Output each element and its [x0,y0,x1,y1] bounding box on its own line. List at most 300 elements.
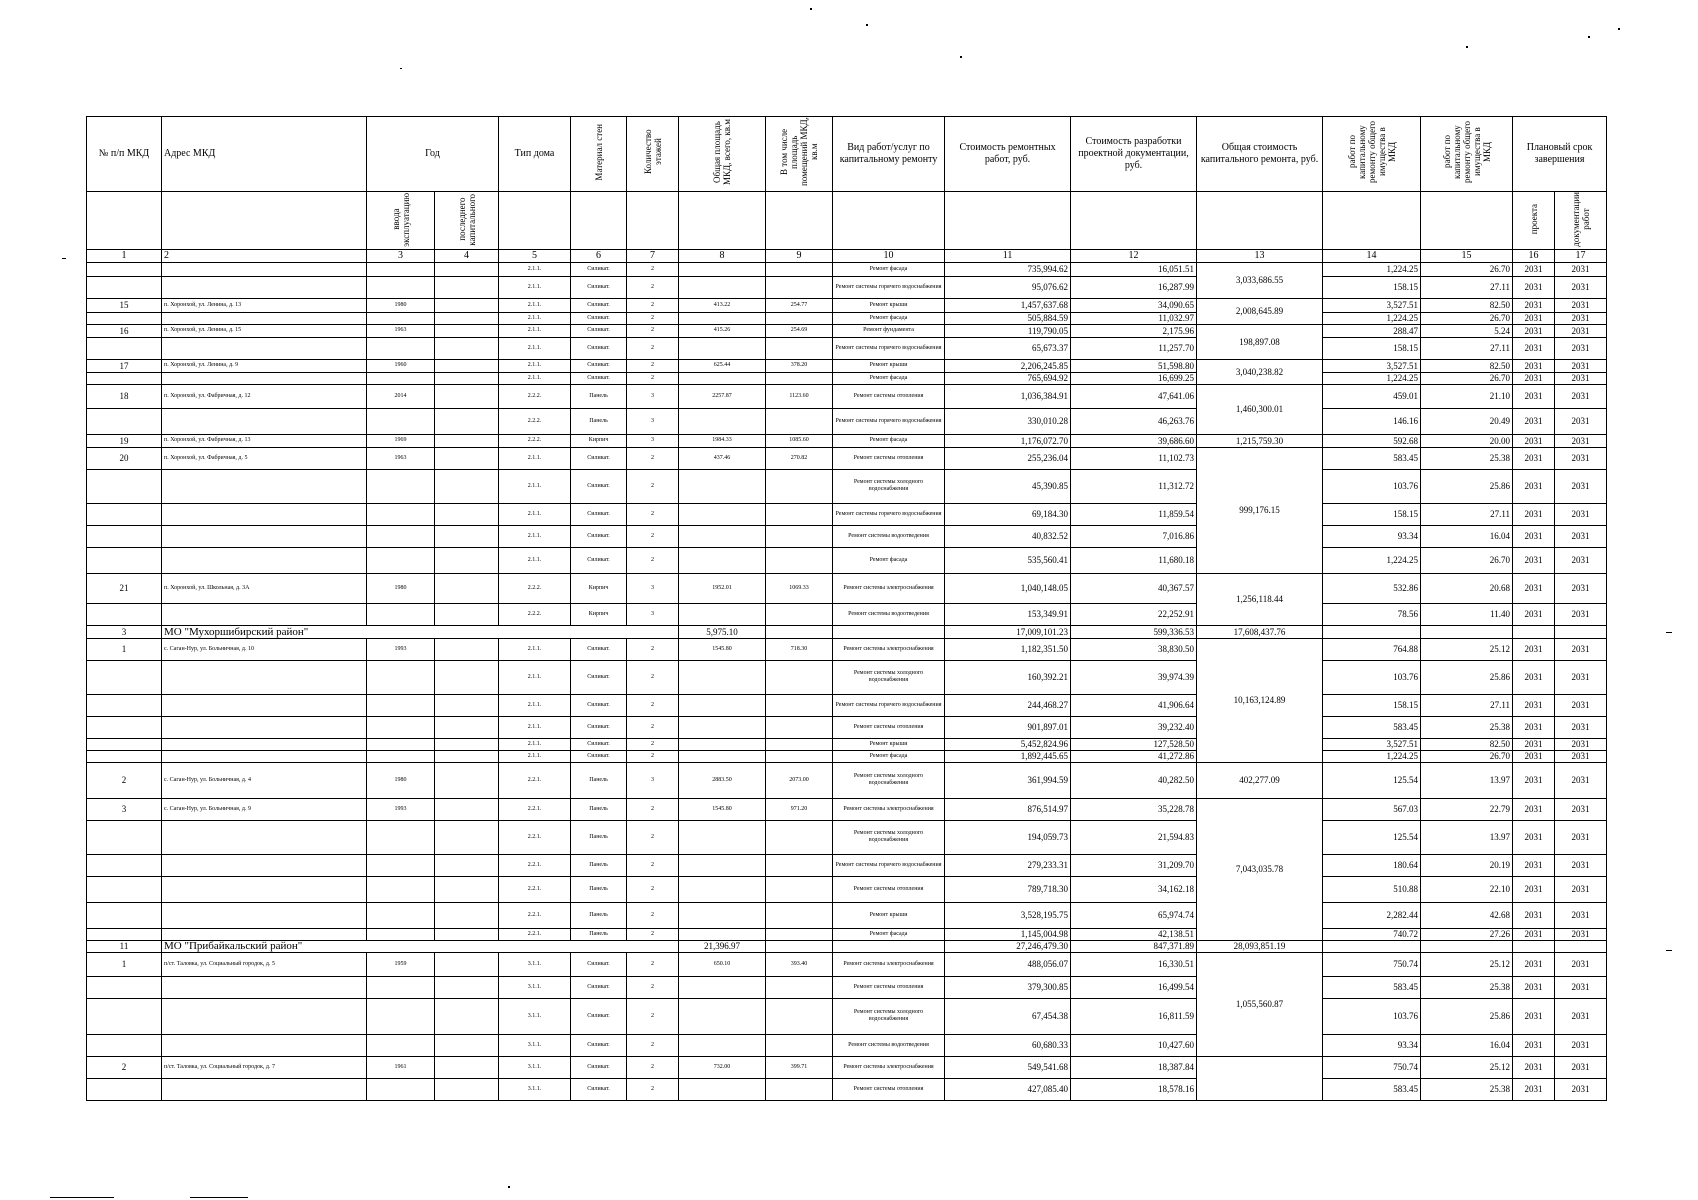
row-address: с. Саган-Нур, ул. Больничная, д. 10 [162,638,367,660]
row-last-repair-year [435,469,499,503]
row-design-deadline: 2031 [1513,434,1555,447]
table-row [87,525,1607,547]
row-works-deadline: 2031 [1555,820,1607,854]
table-row [87,1078,1607,1100]
row-unit-design-cost: 5.24 [1421,324,1513,337]
row-floors: 2 [627,547,679,573]
row-wall-material: Силикат. [571,998,627,1034]
row-unit-repair-cost: 180.64 [1323,854,1421,876]
row-commission-year: 1963 [367,447,435,469]
row-work-type: Ремонт системы отопления [833,716,945,738]
row-address [162,603,367,625]
row-house-type: 2.1.1. [499,660,571,694]
row-number [87,372,162,384]
row-works-deadline: 2031 [1555,952,1607,976]
header-deadline: Плановый срок завершения [1513,117,1607,192]
municipality-repair-cost: 17,009,101.23 [945,625,1071,638]
row-commission-year [367,876,435,902]
row-works-deadline: 2031 [1555,337,1607,359]
table-row [87,854,1607,876]
row-work-type: Ремонт системы электроснабжения [833,798,945,820]
row-house-type: 2.1.1. [499,324,571,337]
row-total-cost: 2,008,645.89 [1197,298,1323,324]
row-last-repair-year [435,573,499,603]
row-wall-material: Силикат. [571,372,627,384]
row-works-deadline: 2031 [1555,384,1607,408]
subheader-empty [162,192,367,250]
row-last-repair-year [435,1056,499,1078]
row-unit-repair-cost: 125.54 [1323,820,1421,854]
row-work-type: Ремонт системы горячего водоснабжения [833,408,945,434]
row-repair-cost: 255,236.04 [945,447,1071,469]
row-total-area [679,902,766,928]
scan-speck [810,8,812,10]
row-wall-material: Силикат. [571,716,627,738]
row-address [162,408,367,434]
row-premises-area [766,660,833,694]
municipality-number: 3 [87,625,162,638]
row-address: п. Хоронхой, ул. Ленина, д. 15 [162,324,367,337]
row-number [87,820,162,854]
row-wall-material: Кирпич [571,434,627,447]
subheader-empty [499,192,571,250]
row-number [87,525,162,547]
row-floors: 3 [627,384,679,408]
municipality-name: МО "Мухоршибирский район" [162,625,679,638]
row-last-repair-year [435,902,499,928]
row-last-repair-year [435,638,499,660]
row-repair-cost: 279,233.31 [945,854,1071,876]
row-premises-area [766,372,833,384]
row-total-area [679,503,766,525]
column-number-cell: 8 [679,249,766,262]
table-row [87,976,1607,998]
row-design-cost: 16,287.99 [1071,276,1197,298]
row-last-repair-year [435,359,499,372]
row-address [162,716,367,738]
table-row [87,298,1607,312]
row-design-cost: 10,427.60 [1071,1034,1197,1056]
row-house-type: 2.1.1. [499,525,571,547]
row-repair-cost: 1,145,004.98 [945,928,1071,940]
row-wall-material: Силикат. [571,447,627,469]
row-address [162,262,367,276]
row-repair-cost: 379,300.85 [945,976,1071,998]
row-premises-area: 378.20 [766,359,833,372]
table-row [87,447,1607,469]
row-design-deadline: 2031 [1513,547,1555,573]
row-repair-cost: 45,390.85 [945,469,1071,503]
header-wall-material: Материал стен [571,117,627,192]
row-address [162,547,367,573]
scan-speck [1666,632,1672,633]
row-floors: 2 [627,928,679,940]
row-unit-design-cost: 82.50 [1421,359,1513,372]
row-number: 1 [87,952,162,976]
subheader-empty [1071,192,1197,250]
column-number-row [87,249,1607,262]
row-commission-year [367,1078,435,1100]
row-house-type: 2.2.2. [499,384,571,408]
row-work-type: Ремонт фасада [833,312,945,324]
row-premises-area [766,276,833,298]
row-premises-area [766,694,833,716]
row-number [87,998,162,1034]
row-premises-area [766,469,833,503]
row-design-cost: 46,263.76 [1071,408,1197,434]
repair-schedule-table-wrapper [86,116,1606,1101]
row-last-repair-year [435,408,499,434]
row-total-area: 625.44 [679,359,766,372]
row-premises-area [766,503,833,525]
row-total-area [679,312,766,324]
row-unit-design-cost: 82.50 [1421,738,1513,750]
row-premises-area: 393.40 [766,952,833,976]
row-design-deadline: 2031 [1513,525,1555,547]
row-commission-year [367,854,435,876]
row-last-repair-year [435,750,499,762]
row-address [162,1034,367,1056]
row-wall-material: Силикат. [571,1034,627,1056]
row-wall-material: Силикат. [571,469,627,503]
row-house-type: 2.1.1. [499,276,571,298]
row-works-deadline: 2031 [1555,324,1607,337]
row-address: п. Хоронхой, ул. Ленина, д. 13 [162,298,367,312]
row-design-deadline: 2031 [1513,359,1555,372]
row-premises-area [766,408,833,434]
row-total-cost: 7,043,035.78 [1197,798,1323,940]
row-premises-area [766,928,833,940]
row-wall-material: Силикат. [571,276,627,298]
header-design-cost: Стоимость разработки проектной документации, руб. [1071,117,1197,192]
row-floors: 3 [627,434,679,447]
row-wall-material: Силикат. [571,324,627,337]
row-design-deadline: 2031 [1513,372,1555,384]
row-wall-material: Силикат. [571,359,627,372]
row-number: 21 [87,573,162,603]
row-design-deadline: 2031 [1513,573,1555,603]
row-number: 16 [87,324,162,337]
row-design-cost: 39,232.40 [1071,716,1197,738]
empty-cell [833,625,945,638]
row-wall-material: Панель [571,902,627,928]
row-unit-design-cost: 27.11 [1421,694,1513,716]
row-premises-area: 971.20 [766,798,833,820]
row-unit-repair-cost: 532.86 [1323,573,1421,603]
row-works-deadline: 2031 [1555,854,1607,876]
row-premises-area [766,525,833,547]
row-unit-design-cost: 26.70 [1421,750,1513,762]
row-design-cost: 11,859.54 [1071,503,1197,525]
row-floors: 2 [627,952,679,976]
row-number: 18 [87,384,162,408]
row-design-cost: 51,598.80 [1071,359,1197,372]
row-works-deadline: 2031 [1555,469,1607,503]
row-wall-material: Силикат. [571,547,627,573]
row-house-type: 2.1.1. [499,337,571,359]
header-work-type: Вид работ/услуг по капитальному ремонту [833,117,945,192]
row-repair-cost: 5,452,824.96 [945,738,1071,750]
row-unit-design-cost: 25.38 [1421,976,1513,998]
row-repair-cost: 69,184.30 [945,503,1071,525]
row-floors: 2 [627,372,679,384]
row-premises-area [766,716,833,738]
row-unit-design-cost: 13.97 [1421,762,1513,798]
row-commission-year: 1961 [367,1056,435,1078]
header-house-type: Тип дома [499,117,571,192]
row-house-type: 2.1.1. [499,503,571,525]
row-work-type: Ремонт системы отопления [833,976,945,998]
subheader-row [87,192,1607,250]
row-address [162,372,367,384]
row-number [87,337,162,359]
row-house-type: 2.1.1. [499,372,571,384]
row-floors: 2 [627,750,679,762]
row-last-repair-year [435,603,499,625]
row-design-cost: 21,594.83 [1071,820,1197,854]
row-commission-year: 1980 [367,298,435,312]
row-design-deadline: 2031 [1513,298,1555,312]
table-row [87,312,1607,324]
row-work-type: Ремонт системы водоотведения [833,603,945,625]
row-floors: 2 [627,447,679,469]
row-floors: 2 [627,694,679,716]
row-total-cost: 1,055,560.87 [1197,952,1323,1056]
row-works-deadline: 2031 [1555,762,1607,798]
row-work-type: Ремонт фасада [833,928,945,940]
row-repair-cost: 40,832.52 [945,525,1071,547]
column-number-cell: 16 [1513,249,1555,262]
row-design-deadline: 2031 [1513,716,1555,738]
row-total-cost: 402,277.09 [1197,762,1323,798]
row-house-type: 3.1.1. [499,952,571,976]
row-total-area [679,408,766,434]
table-row [87,750,1607,762]
row-works-deadline: 2031 [1555,660,1607,694]
row-wall-material: Силикат. [571,503,627,525]
row-design-deadline: 2031 [1513,762,1555,798]
row-commission-year [367,503,435,525]
row-work-type: Ремонт системы электроснабжения [833,638,945,660]
row-repair-cost: 549,541.68 [945,1056,1071,1078]
row-work-type: Ремонт системы холодного водоснабжения [833,469,945,503]
subheader-works-deadline: документации работ [1555,192,1607,250]
scan-speck [1588,36,1590,38]
row-commission-year: 1969 [367,434,435,447]
row-repair-cost: 1,040,148.05 [945,573,1071,603]
row-premises-area: 1085.60 [766,434,833,447]
table-row [87,573,1607,603]
row-work-type: Ремонт фасада [833,372,945,384]
row-repair-cost: 119,790.05 [945,324,1071,337]
subheader-empty [571,192,627,250]
row-address: п. Хоронхой, ул. Ленина, д. 9 [162,359,367,372]
row-number: 20 [87,447,162,469]
row-commission-year [367,998,435,1034]
row-commission-year [367,738,435,750]
row-unit-repair-cost: 3,527.51 [1323,298,1421,312]
row-total-area [679,337,766,359]
table-row [87,928,1607,940]
row-house-type: 3.1.1. [499,1056,571,1078]
row-unit-repair-cost: 146.16 [1323,408,1421,434]
row-design-deadline: 2031 [1513,312,1555,324]
row-repair-cost: 1,892,445.65 [945,750,1071,762]
row-number [87,876,162,902]
row-number [87,1078,162,1100]
row-works-deadline: 2031 [1555,573,1607,603]
bottom-scan-line [190,1197,248,1198]
row-wall-material: Кирпич [571,603,627,625]
row-total-area [679,716,766,738]
row-number [87,1034,162,1056]
row-work-type: Ремонт фасада [833,434,945,447]
row-last-repair-year [435,276,499,298]
row-design-deadline: 2031 [1513,876,1555,902]
row-floors: 2 [627,798,679,820]
table-row [87,694,1607,716]
row-floors: 2 [627,1078,679,1100]
row-address: п/ст. Таловка, ул. Социальный городок, д. 7 [162,1056,367,1078]
row-house-type: 2.2.1. [499,928,571,940]
scan-speck [508,1186,510,1188]
row-last-repair-year [435,324,499,337]
row-total-area [679,525,766,547]
row-house-type: 2.2.1. [499,876,571,902]
row-address: с. Саган-Нур, ул. Больничная, д. 9 [162,798,367,820]
table-row [87,276,1607,298]
row-total-area [679,1078,766,1100]
row-unit-design-cost: 20.19 [1421,854,1513,876]
empty-cell [766,625,833,638]
row-total-area: 437.46 [679,447,766,469]
row-work-type: Ремонт системы отопления [833,384,945,408]
row-design-deadline: 2031 [1513,447,1555,469]
header-total-area: Общая площадь МКД, всего, кв.м [679,117,766,192]
row-premises-area [766,738,833,750]
municipality-number: 11 [87,940,162,952]
header-unit-design-cost: работ по капитальному ремонту общего имущества в МКД [1421,117,1513,192]
row-design-deadline: 2031 [1513,902,1555,928]
row-design-cost: 65,974.74 [1071,902,1197,928]
row-house-type: 2.2.1. [499,798,571,820]
row-address [162,312,367,324]
row-house-type: 2.1.1. [499,447,571,469]
row-number: 3 [87,798,162,820]
row-wall-material: Силикат. [571,694,627,716]
row-unit-design-cost: 82.50 [1421,298,1513,312]
municipality-design-cost: 599,336.53 [1071,625,1197,638]
row-design-deadline: 2031 [1513,337,1555,359]
row-works-deadline: 2031 [1555,408,1607,434]
row-repair-cost: 1,182,351.50 [945,638,1071,660]
row-design-deadline: 2031 [1513,503,1555,525]
row-work-type: Ремонт системы электроснабжения [833,1056,945,1078]
row-house-type: 3.1.1. [499,1034,571,1056]
table-row [87,660,1607,694]
row-address [162,503,367,525]
row-last-repair-year [435,998,499,1034]
row-total-cost [1197,1056,1323,1100]
row-wall-material: Силикат. [571,1056,627,1078]
row-floors: 2 [627,312,679,324]
row-total-area: 2883.50 [679,762,766,798]
row-last-repair-year [435,298,499,312]
row-address [162,738,367,750]
row-last-repair-year [435,384,499,408]
row-unit-repair-cost: 583.45 [1323,1078,1421,1100]
row-address [162,337,367,359]
municipality-design-cost: 847,371.89 [1071,940,1197,952]
row-repair-cost: 1,176,072.70 [945,434,1071,447]
row-repair-cost: 194,059.73 [945,820,1071,854]
table-row [87,372,1607,384]
row-premises-area [766,820,833,854]
row-design-cost: 16,499.54 [1071,976,1197,998]
row-unit-design-cost: 20.68 [1421,573,1513,603]
row-total-area: 415.26 [679,324,766,337]
row-design-deadline: 2031 [1513,820,1555,854]
row-design-deadline: 2031 [1513,638,1555,660]
subheader-empty [945,192,1071,250]
row-unit-repair-cost: 3,527.51 [1323,738,1421,750]
row-unit-design-cost: 25.12 [1421,638,1513,660]
row-total-area [679,694,766,716]
row-repair-cost: 1,457,637.68 [945,298,1071,312]
row-repair-cost: 765,694.92 [945,372,1071,384]
row-floors: 2 [627,976,679,998]
row-unit-repair-cost: 740.72 [1323,928,1421,940]
row-house-type: 2.1.1. [499,359,571,372]
row-address: п. Хоронхой, ул. Фабричная, д. 12 [162,384,367,408]
row-unit-repair-cost: 583.45 [1323,447,1421,469]
row-work-type: Ремонт системы горячего водоснабжения [833,694,945,716]
table-row [87,762,1607,798]
row-address [162,854,367,876]
row-works-deadline: 2031 [1555,359,1607,372]
row-works-deadline: 2031 [1555,738,1607,750]
row-works-deadline: 2031 [1555,1056,1607,1078]
row-repair-cost: 244,468.27 [945,694,1071,716]
row-repair-cost: 735,994.62 [945,262,1071,276]
row-floors: 2 [627,1034,679,1056]
row-address: п/ст. Таловка, ул. Социальный городок, д. 5 [162,952,367,976]
row-number [87,854,162,876]
row-works-deadline: 2031 [1555,312,1607,324]
row-total-area [679,750,766,762]
row-commission-year: 1960 [367,359,435,372]
row-premises-area [766,312,833,324]
row-total-area [679,820,766,854]
row-total-area: 413.22 [679,298,766,312]
row-commission-year [367,603,435,625]
row-design-deadline: 2031 [1513,408,1555,434]
row-commission-year [367,976,435,998]
row-design-cost: 16,811.59 [1071,998,1197,1034]
row-premises-area: 1069.33 [766,573,833,603]
row-design-deadline: 2031 [1513,324,1555,337]
table-row [87,262,1607,276]
table-row [87,359,1607,372]
row-floors: 2 [627,820,679,854]
row-design-cost: 38,830.50 [1071,638,1197,660]
row-unit-repair-cost: 750.74 [1323,1056,1421,1078]
subheader-empty [627,192,679,250]
row-design-cost: 42,138.51 [1071,928,1197,940]
row-number: 19 [87,434,162,447]
row-commission-year: 1993 [367,638,435,660]
row-total-area [679,660,766,694]
